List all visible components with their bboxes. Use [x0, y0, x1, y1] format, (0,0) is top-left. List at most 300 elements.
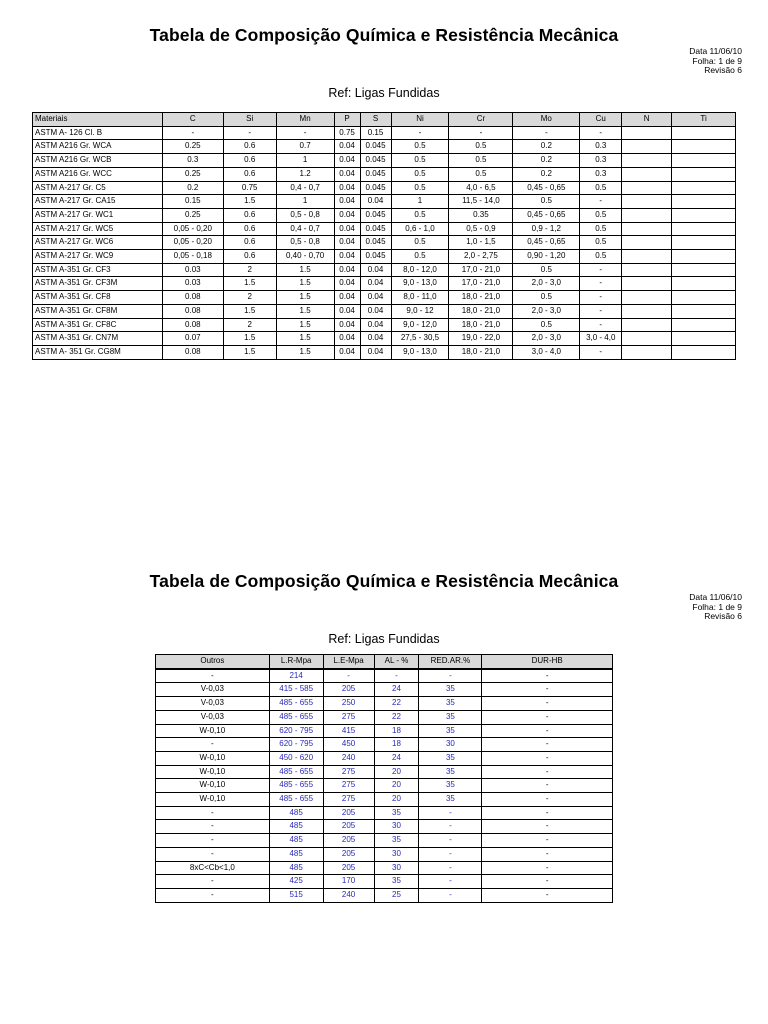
table-cell: 25	[374, 888, 419, 902]
table-cell: 0.6	[223, 140, 276, 154]
table-cell: -	[482, 669, 613, 683]
column-header: Cr	[449, 113, 513, 127]
table-cell: 1.5	[223, 195, 276, 209]
table-cell: 35	[419, 793, 482, 807]
table-cell	[622, 195, 672, 209]
table-cell: -	[419, 875, 482, 889]
table-cell: 0.3	[162, 154, 223, 168]
table-cell	[622, 167, 672, 181]
column-header: Mo	[513, 113, 580, 127]
table-cell: ASTM A-217 Gr. CA15	[33, 195, 163, 209]
table-cell: 1.5	[276, 291, 334, 305]
table-row	[33, 181, 736, 195]
column-header: Ni	[391, 113, 449, 127]
table-cell: 0,6 - 1,0	[391, 222, 449, 236]
table-row	[33, 222, 736, 236]
table-header-row	[33, 113, 736, 127]
table-cell: 0.5	[513, 291, 580, 305]
table-cell: -	[482, 779, 613, 793]
table-cell: 35	[419, 724, 482, 738]
table-cell: 485 - 655	[269, 710, 323, 724]
table-row	[33, 140, 736, 154]
table-cell: 0.045	[360, 154, 391, 168]
table-cell: 485 - 655	[269, 697, 323, 711]
table-cell: 0,45 - 0,65	[513, 236, 580, 250]
table-cell: 35	[419, 710, 482, 724]
column-header: C	[162, 113, 223, 127]
table-cell: 0.3	[580, 140, 622, 154]
table-cell: 275	[323, 779, 374, 793]
table-cell: 0.045	[360, 208, 391, 222]
table-cell: 30	[374, 820, 419, 834]
table-cell: 275	[323, 710, 374, 724]
table-cell: 3,0 - 4,0	[513, 345, 580, 359]
table-row	[156, 683, 613, 697]
table-row	[156, 710, 613, 724]
table-cell: 0.045	[360, 236, 391, 250]
table-cell: 0.5	[449, 167, 513, 181]
table-cell: 17,0 - 21,0	[449, 263, 513, 277]
table-cell: 1.5	[276, 318, 334, 332]
table-cell: 450	[323, 738, 374, 752]
table-cell: V-0,03	[156, 710, 270, 724]
table-cell: 425	[269, 875, 323, 889]
table-cell: -	[419, 888, 482, 902]
table-row	[156, 793, 613, 807]
table-cell	[622, 263, 672, 277]
table-cell: ASTM A- 126 Cl. B	[33, 126, 163, 140]
table-cell: 205	[323, 861, 374, 875]
table-cell: 1	[276, 154, 334, 168]
table-cell: 1	[391, 195, 449, 209]
table-cell: 0.04	[334, 167, 360, 181]
table-cell: 0.25	[162, 208, 223, 222]
table-cell: 8,0 - 12,0	[391, 263, 449, 277]
meta-date: Data 11/06/10	[689, 592, 742, 602]
table-cell: 35	[374, 875, 419, 889]
table-cell	[622, 181, 672, 195]
table-cell: 0.7	[276, 140, 334, 154]
table-cell: -	[482, 697, 613, 711]
table-cell: -	[156, 669, 270, 683]
table-cell: V-0,03	[156, 697, 270, 711]
table-cell: 485 - 655	[269, 779, 323, 793]
table-row	[156, 834, 613, 848]
table-cell: W-0,10	[156, 724, 270, 738]
table-cell: 0,5 - 0,8	[276, 208, 334, 222]
table-row	[156, 724, 613, 738]
table-cell: 0.04	[334, 318, 360, 332]
table-cell: 0.04	[334, 222, 360, 236]
table-cell: ASTM A-351 Gr. CF3M	[33, 277, 163, 291]
table-cell	[672, 222, 736, 236]
table-cell: 0.25	[162, 167, 223, 181]
table-cell: 0,90 - 1,20	[513, 250, 580, 264]
table-row	[156, 875, 613, 889]
column-header: Cu	[580, 113, 622, 127]
table-cell: 0.04	[334, 332, 360, 346]
table-cell: -	[482, 683, 613, 697]
table-cell: -	[482, 738, 613, 752]
table-cell	[672, 332, 736, 346]
table-cell: 0.75	[334, 126, 360, 140]
table-cell: 415 - 585	[269, 683, 323, 697]
page-title: Tabela de Composição Química e Resistência Mecânica	[149, 571, 619, 591]
table-cell: ASTM A-351 Gr. CF3	[33, 263, 163, 277]
meta-revisao: Revisão 6	[704, 65, 742, 75]
table-cell: 0.3	[580, 154, 622, 168]
table-cell: 1.5	[223, 277, 276, 291]
table-cell: 0.04	[360, 345, 391, 359]
table-cell	[672, 208, 736, 222]
table-cell: 0.5	[580, 222, 622, 236]
table-cell: 0.04	[334, 250, 360, 264]
table-row	[156, 669, 613, 683]
table-cell: 30	[374, 847, 419, 861]
table-cell: 8xC<Cb<1,0	[156, 861, 270, 875]
table-cell: -	[156, 738, 270, 752]
table-cell: 22	[374, 710, 419, 724]
table-cell: 18,0 - 21,0	[449, 291, 513, 305]
table-cell: 0.5	[513, 263, 580, 277]
table-cell: 0.045	[360, 250, 391, 264]
table-cell	[622, 318, 672, 332]
table-cell: -	[482, 888, 613, 902]
table-cell	[622, 332, 672, 346]
column-header: Mn	[276, 113, 334, 127]
table-cell: 0.6	[223, 154, 276, 168]
table-cell: 205	[323, 820, 374, 834]
table-cell: ASTM A-217 Gr. WC9	[33, 250, 163, 264]
column-header: DUR-HB	[482, 655, 613, 669]
table-cell: ASTM A-351 Gr. CF8M	[33, 304, 163, 318]
table-cell: -	[156, 806, 270, 820]
table-cell: 0.5	[391, 140, 449, 154]
table-cell: -	[482, 861, 613, 875]
table-cell: -	[482, 806, 613, 820]
table-cell: 0.5	[391, 181, 449, 195]
table-cell: 0.04	[334, 263, 360, 277]
table-cell: 0.03	[162, 263, 223, 277]
table-cell	[672, 140, 736, 154]
table-cell: 2,0 - 3,0	[513, 332, 580, 346]
table-cell: 1,0 - 1,5	[449, 236, 513, 250]
table-cell: 1.5	[223, 304, 276, 318]
table-cell: -	[156, 888, 270, 902]
table-cell: 35	[374, 834, 419, 848]
table-cell: -	[482, 765, 613, 779]
table-row	[33, 126, 736, 140]
table-cell: 4,0 - 6,5	[449, 181, 513, 195]
table-cell: 0.6	[223, 250, 276, 264]
table-cell: 1	[276, 195, 334, 209]
table-cell: 35	[374, 806, 419, 820]
table-cell	[672, 154, 736, 168]
table-row	[33, 236, 736, 250]
table-cell: 0.5	[449, 140, 513, 154]
table-cell: 0,45 - 0,65	[513, 181, 580, 195]
table-cell: -	[156, 820, 270, 834]
table-cell: -	[580, 195, 622, 209]
table-row	[156, 888, 613, 902]
table-cell: 1.2	[276, 167, 334, 181]
table-cell: 0.04	[360, 195, 391, 209]
mechanical-properties-table	[155, 654, 613, 903]
table-row	[156, 847, 613, 861]
meta-folha: Folha: 1 de 9	[692, 601, 742, 612]
table-cell: 275	[323, 793, 374, 807]
column-header: L.R-Mpa	[269, 655, 323, 669]
table-row	[156, 765, 613, 779]
table-cell	[622, 277, 672, 291]
column-header: L.E-Mpa	[323, 655, 374, 669]
column-header: Si	[223, 113, 276, 127]
table-cell: 0.25	[162, 140, 223, 154]
table-cell: 2,0 - 2,75	[449, 250, 513, 264]
table-cell: -	[580, 263, 622, 277]
table-cell: ASTM A-351 Gr. CF8	[33, 291, 163, 305]
table-cell: -	[580, 318, 622, 332]
table-cell	[672, 318, 736, 332]
table-cell: 0.04	[334, 181, 360, 195]
table-cell: 0.045	[360, 181, 391, 195]
table-row	[156, 751, 613, 765]
table-cell: -	[482, 724, 613, 738]
table-row	[156, 738, 613, 752]
column-header: N	[622, 113, 672, 127]
table-cell: -	[482, 793, 613, 807]
table-cell: 0.04	[360, 332, 391, 346]
table-cell: 3,0 - 4,0	[580, 332, 622, 346]
table-cell: 485	[269, 820, 323, 834]
table-cell: 0.04	[334, 154, 360, 168]
table-cell: -	[223, 126, 276, 140]
table-cell: 0.04	[334, 277, 360, 291]
table-cell: 0.5	[580, 236, 622, 250]
column-header: Materiais	[33, 113, 163, 127]
table-cell	[672, 277, 736, 291]
table-cell: 1.5	[276, 345, 334, 359]
table-cell: 30	[419, 738, 482, 752]
table-cell: 0.5	[580, 208, 622, 222]
table-cell: 2,0 - 3,0	[513, 304, 580, 318]
table-cell: -	[323, 669, 374, 683]
table-cell: 0.04	[360, 263, 391, 277]
table-cell: 0.08	[162, 318, 223, 332]
table-cell: -	[419, 806, 482, 820]
table-cell: 415	[323, 724, 374, 738]
table-cell: W-0,10	[156, 751, 270, 765]
table-cell: 0.35	[449, 208, 513, 222]
table-cell	[672, 263, 736, 277]
table-cell: 0,5 - 0,8	[276, 236, 334, 250]
chemical-composition-table	[32, 112, 736, 360]
table-cell	[622, 222, 672, 236]
table-cell: 0.5	[580, 250, 622, 264]
table-cell: -	[419, 669, 482, 683]
table-cell: -	[580, 291, 622, 305]
table-cell: 0.04	[334, 195, 360, 209]
table-cell: 0.045	[360, 222, 391, 236]
table-cell: 11,5 - 14,0	[449, 195, 513, 209]
table-cell: 0.045	[360, 167, 391, 181]
table-cell: 24	[374, 683, 419, 697]
table-cell: -	[482, 751, 613, 765]
table-cell	[622, 140, 672, 154]
table-cell: 20	[374, 765, 419, 779]
table-cell: 19,0 - 22,0	[449, 332, 513, 346]
table-cell: 0.2	[513, 154, 580, 168]
table-row	[33, 208, 736, 222]
table-cell	[622, 250, 672, 264]
table-cell: -	[580, 345, 622, 359]
column-header: S	[360, 113, 391, 127]
table-cell: ASTM A216 Gr. WCA	[33, 140, 163, 154]
table-cell: 20	[374, 793, 419, 807]
table-cell: 2	[223, 318, 276, 332]
table-row	[33, 318, 736, 332]
table-cell: 35	[419, 779, 482, 793]
table-cell: 0.04	[360, 318, 391, 332]
table-cell: -	[419, 834, 482, 848]
table-cell: 515	[269, 888, 323, 902]
table-cell: 0.75	[223, 181, 276, 195]
table-cell: 1.5	[223, 332, 276, 346]
table-cell: 1.5	[276, 332, 334, 346]
table-cell	[622, 304, 672, 318]
table-cell: 0.5	[580, 181, 622, 195]
column-header: Ti	[672, 113, 736, 127]
table-cell	[622, 154, 672, 168]
table-cell: 0.3	[580, 167, 622, 181]
table-cell: 9,0 - 13,0	[391, 345, 449, 359]
table-cell: 0,05 - 0,20	[162, 222, 223, 236]
page-subtitle: Ref: Ligas Fundidas	[328, 86, 440, 100]
table-cell: ASTM A-217 Gr. WC1	[33, 208, 163, 222]
table-cell: 0.08	[162, 345, 223, 359]
table-cell: ASTM A216 Gr. WCB	[33, 154, 163, 168]
table-cell	[672, 291, 736, 305]
table-cell: -	[391, 126, 449, 140]
table-cell: 0,4 - 0,7	[276, 222, 334, 236]
table-cell: ASTM A-351 Gr. CN7M	[33, 332, 163, 346]
table-row	[33, 277, 736, 291]
table-cell: 240	[323, 751, 374, 765]
table-cell: 9,0 - 13,0	[391, 277, 449, 291]
table-cell: 0.2	[513, 140, 580, 154]
column-header: P	[334, 113, 360, 127]
table-row	[156, 861, 613, 875]
table-cell: 1.5	[276, 277, 334, 291]
table-cell: 0.5	[391, 167, 449, 181]
table-cell: 35	[419, 683, 482, 697]
table-cell: 18,0 - 21,0	[449, 304, 513, 318]
table-cell: 0.2	[162, 181, 223, 195]
table-cell	[672, 236, 736, 250]
table-cell: -	[156, 834, 270, 848]
table-cell: 0,4 - 0,7	[276, 181, 334, 195]
sheet-2	[0, 546, 768, 1024]
document-meta	[689, 47, 742, 76]
table-cell: W-0,10	[156, 793, 270, 807]
column-header: AL - %	[374, 655, 419, 669]
table-row	[33, 250, 736, 264]
table-cell: 2	[223, 263, 276, 277]
table-cell: 0.15	[162, 195, 223, 209]
meta-date: Data 11/06/10	[689, 46, 742, 56]
table-cell: -	[482, 875, 613, 889]
table-cell: -	[156, 847, 270, 861]
table-cell: 205	[323, 683, 374, 697]
table-cell: 0.08	[162, 304, 223, 318]
table-cell: 9,0 - 12,0	[391, 318, 449, 332]
table-cell: 27,5 - 30,5	[391, 332, 449, 346]
table-cell: 170	[323, 875, 374, 889]
table-cell: 485	[269, 834, 323, 848]
table-cell: -	[482, 847, 613, 861]
table-cell: -	[580, 126, 622, 140]
table-cell	[672, 250, 736, 264]
table-cell: 240	[323, 888, 374, 902]
table-cell: 0,40 - 0,70	[276, 250, 334, 264]
table-cell: 485 - 655	[269, 765, 323, 779]
table-row	[33, 195, 736, 209]
table-cell: 0.03	[162, 277, 223, 291]
table-row	[33, 291, 736, 305]
table-cell: 18	[374, 724, 419, 738]
table-cell	[622, 126, 672, 140]
table-cell: 0.6	[223, 208, 276, 222]
table-cell	[672, 167, 736, 181]
table-cell: 1.5	[276, 263, 334, 277]
table-cell: 0.04	[360, 304, 391, 318]
meta-revisao: Revisão 6	[704, 611, 742, 621]
page-title: Tabela de Composição Química e Resistência Mecânica	[149, 25, 619, 45]
document-meta	[689, 593, 742, 622]
table-cell: 485	[269, 847, 323, 861]
table-cell: ASTM A-217 Gr. WC6	[33, 236, 163, 250]
table-cell: 18,0 - 21,0	[449, 345, 513, 359]
table-cell: -	[580, 304, 622, 318]
table-cell: 0,05 - 0,18	[162, 250, 223, 264]
table-cell	[622, 236, 672, 250]
table-cell: 205	[323, 847, 374, 861]
table-cell: 0,45 - 0,65	[513, 208, 580, 222]
table-cell	[672, 126, 736, 140]
table-cell: 8,0 - 11,0	[391, 291, 449, 305]
table-cell: 0.04	[334, 345, 360, 359]
table-cell: 0.15	[360, 126, 391, 140]
table-cell: ASTM A- 351 Gr. CG8M	[33, 345, 163, 359]
table-cell: 0.6	[223, 236, 276, 250]
table-row	[33, 263, 736, 277]
table-cell: 0,05 - 0,20	[162, 236, 223, 250]
table-cell: 0.04	[334, 236, 360, 250]
table-cell: -	[276, 126, 334, 140]
table-cell: 0,5 - 0,9	[449, 222, 513, 236]
table-cell: 275	[323, 765, 374, 779]
table-cell: 0.04	[334, 208, 360, 222]
table-cell: 250	[323, 697, 374, 711]
table-cell	[672, 181, 736, 195]
table-cell: 18,0 - 21,0	[449, 318, 513, 332]
table-cell: 0.04	[334, 140, 360, 154]
table-row	[33, 304, 736, 318]
table-cell: -	[580, 277, 622, 291]
table-cell: 0.04	[334, 304, 360, 318]
table-cell: 0.6	[223, 222, 276, 236]
table-cell: 24	[374, 751, 419, 765]
